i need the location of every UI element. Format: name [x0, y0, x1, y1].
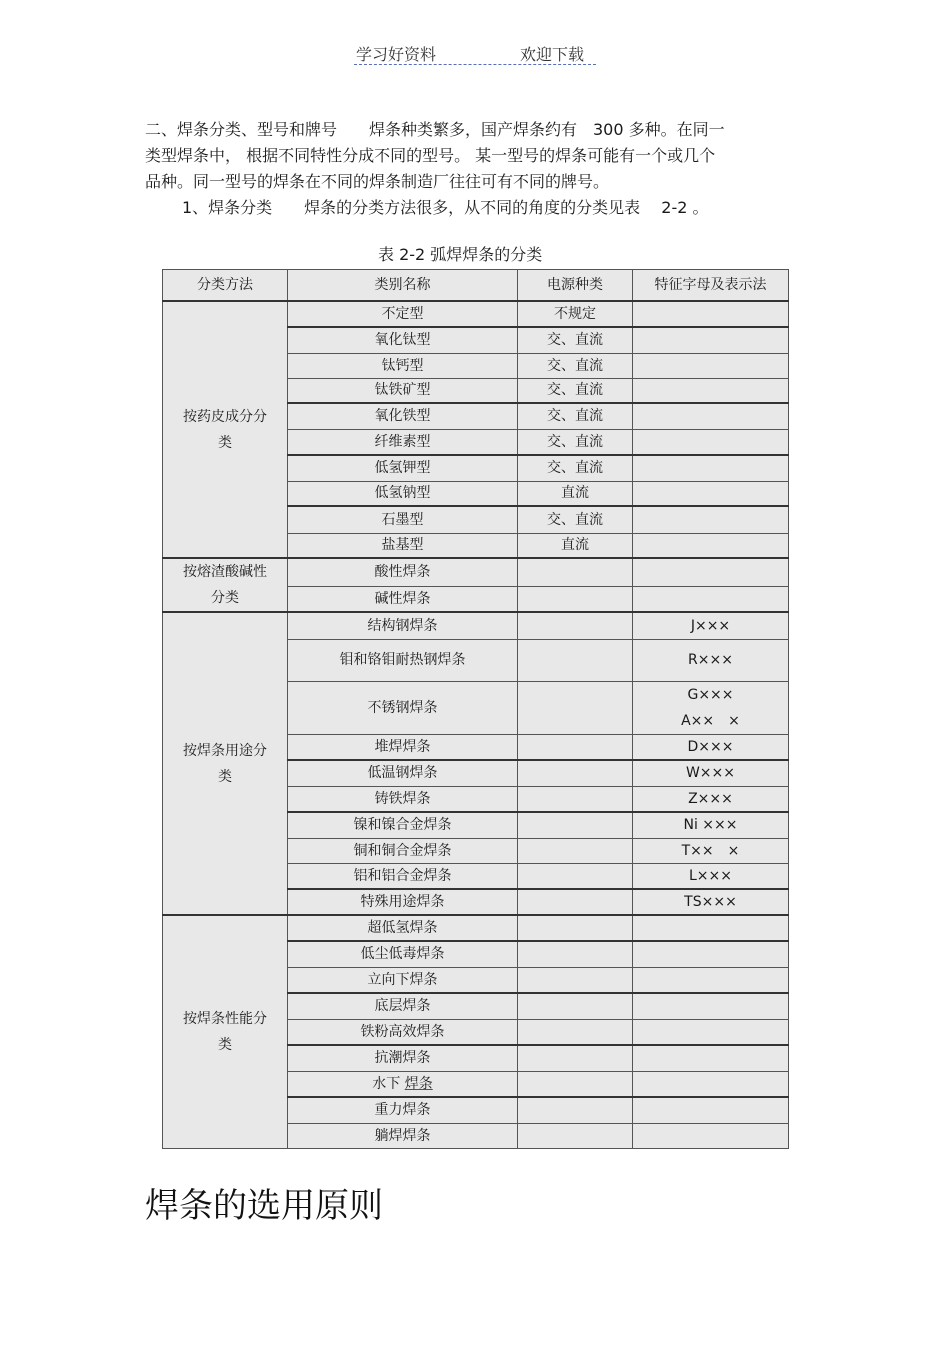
type-name-cell: 酸性焊条 — [288, 558, 518, 586]
type-name-cell: 铜和铜合金焊条 — [288, 838, 518, 863]
type-name-cell: 超低氢焊条 — [288, 915, 518, 941]
code-cell: Ni ××× — [633, 812, 789, 838]
type-name-cell: 结构钢焊条 — [288, 612, 518, 639]
code-cell — [633, 506, 789, 533]
type-name-cell: 铝和铝合金焊条 — [288, 863, 518, 889]
table-row — [163, 301, 789, 327]
power-cell: 直流 — [518, 481, 633, 506]
category-label: 按药皮成分分 — [183, 408, 267, 425]
power-cell: 直流 — [518, 533, 633, 558]
type-name-cell: 铁粉高效焊条 — [288, 1019, 518, 1045]
type-name-cell: 特殊用途焊条 — [288, 889, 518, 915]
type-name-cell: 钛钙型 — [288, 353, 518, 378]
table-header-row — [163, 270, 789, 302]
code-cell: T×× × — [633, 838, 789, 863]
code-cell — [633, 915, 789, 941]
section-heading: 焊条的选用原则 — [145, 1186, 383, 1226]
type-name-cell: 抗潮焊条 — [288, 1045, 518, 1071]
code-cell — [633, 353, 789, 378]
power-cell — [518, 681, 633, 734]
power-cell: 交、直流 — [518, 327, 633, 353]
power-cell — [518, 734, 633, 760]
power-cell — [518, 889, 633, 915]
code-cell — [633, 586, 789, 612]
column-header: 电源种类 — [518, 270, 633, 302]
power-cell: 不规定 — [518, 301, 633, 327]
code-cell — [633, 967, 789, 993]
code-cell — [633, 941, 789, 967]
page-header — [354, 40, 596, 65]
code-cell: J××× — [633, 612, 789, 639]
type-name-cell: 碱性焊条 — [288, 586, 518, 612]
category-cell — [163, 915, 288, 1148]
code-line: A×× × — [681, 712, 740, 729]
code-cell — [633, 1071, 789, 1097]
type-name-cell: 氧化铁型 — [288, 403, 518, 429]
code-cell — [633, 558, 789, 586]
power-cell — [518, 1019, 633, 1045]
type-name-cell: 重力焊条 — [288, 1097, 518, 1123]
column-header: 特征字母及表示法 — [633, 270, 789, 302]
code-cell — [633, 429, 789, 455]
paragraph-line: 二、焊条分类、型号和牌号 焊条种类繁多，国产焊条约有 300 多种。在同一 — [145, 120, 725, 139]
power-cell: 交、直流 — [518, 429, 633, 455]
power-cell — [518, 612, 633, 639]
category-label: 按焊条性能分 — [183, 1010, 267, 1027]
type-name-cell: 底层焊条 — [288, 993, 518, 1019]
power-cell — [518, 1097, 633, 1123]
table-row — [163, 558, 789, 586]
type-name-text: 水下 — [372, 1075, 401, 1092]
power-cell: 交、直流 — [518, 378, 633, 403]
power-cell: 交、直流 — [518, 506, 633, 533]
power-cell — [518, 993, 633, 1019]
table-row — [163, 915, 789, 941]
power-cell — [518, 760, 633, 786]
power-cell — [518, 967, 633, 993]
type-name-cell: 盐基型 — [288, 533, 518, 558]
code-cell — [633, 1097, 789, 1123]
type-name-cell: 低氢钾型 — [288, 455, 518, 481]
code-cell — [633, 1123, 789, 1148]
column-header: 类别名称 — [288, 270, 518, 302]
type-name-cell: 纤维素型 — [288, 429, 518, 455]
type-name-cell — [288, 1071, 518, 1097]
category-cell — [163, 558, 288, 612]
code-cell — [633, 378, 789, 403]
type-name-cell: 氧化钛型 — [288, 327, 518, 353]
type-name-cell: 躺焊焊条 — [288, 1123, 518, 1148]
type-name-cell: 铸铁焊条 — [288, 786, 518, 812]
code-cell: D××× — [633, 734, 789, 760]
code-cell: W××× — [633, 760, 789, 786]
header-left-text: 学习好资料 — [356, 45, 437, 64]
electrode-classification-table — [162, 269, 789, 1149]
category-cell — [163, 612, 288, 915]
code-cell — [633, 403, 789, 429]
power-cell — [518, 786, 633, 812]
power-cell — [518, 863, 633, 889]
power-cell — [518, 586, 633, 612]
power-cell: 交、直流 — [518, 403, 633, 429]
code-cell — [633, 1045, 789, 1071]
type-name-cell: 镍和镍合金焊条 — [288, 812, 518, 838]
code-cell — [633, 533, 789, 558]
power-cell — [518, 1123, 633, 1148]
header-right-text: 欢迎下载 — [520, 45, 585, 64]
paragraph-line: 类型焊条中， 根据不同特性分成不同的型号。 某一型号的焊条可能有一个或几个 — [145, 146, 716, 165]
type-name-cell: 石墨型 — [288, 506, 518, 533]
paragraph-line: 1、焊条分类 焊条的分类方法很多，从不同的角度的分类见表 2-2 。 — [182, 198, 709, 217]
power-cell — [518, 1045, 633, 1071]
type-name-cell: 不定型 — [288, 301, 518, 327]
table-row — [163, 612, 789, 639]
power-cell — [518, 812, 633, 838]
type-name-cell: 低尘低毒焊条 — [288, 941, 518, 967]
type-name-cell: 低氢钠型 — [288, 481, 518, 506]
code-line: G××× — [687, 686, 734, 703]
category-label: 类 — [218, 1036, 232, 1053]
paragraph-line: 品种。同一型号的焊条在不同的焊条制造厂往往可有不同的牌号。 — [145, 172, 610, 191]
type-name-cell: 低温钢焊条 — [288, 760, 518, 786]
type-name-cell: 堆焊焊条 — [288, 734, 518, 760]
power-cell — [518, 838, 633, 863]
type-name-cell: 钛铁矿型 — [288, 378, 518, 403]
code-cell — [633, 481, 789, 506]
power-cell — [518, 941, 633, 967]
code-cell: R××× — [633, 639, 789, 681]
category-label: 按熔渣酸碱性 — [183, 564, 267, 580]
category-label: 分类 — [211, 590, 239, 606]
column-header: 分类方法 — [163, 270, 288, 302]
code-cell: L××× — [633, 863, 789, 889]
code-cell: TS××× — [633, 889, 789, 915]
code-cell — [633, 1019, 789, 1045]
code-cell — [633, 993, 789, 1019]
category-label: 按焊条用途分 — [183, 742, 267, 759]
code-cell — [633, 301, 789, 327]
type-name-cell: 不锈钢焊条 — [288, 681, 518, 734]
code-cell: Z××× — [633, 786, 789, 812]
power-cell: 交、直流 — [518, 353, 633, 378]
category-cell — [163, 301, 288, 558]
underwater-electrode-link[interactable]: 焊条 — [404, 1075, 433, 1092]
code-cell — [633, 455, 789, 481]
category-label: 类 — [218, 768, 232, 785]
power-cell — [518, 1071, 633, 1097]
power-cell: 交、直流 — [518, 455, 633, 481]
power-cell — [518, 639, 633, 681]
code-cell — [633, 681, 789, 734]
power-cell — [518, 558, 633, 586]
type-name-cell: 立向下焊条 — [288, 967, 518, 993]
power-cell — [518, 915, 633, 941]
type-name-cell: 钼和铬钼耐热钢焊条 — [288, 639, 518, 681]
code-cell — [633, 327, 789, 353]
table-caption: 表 2-2 弧焊焊条的分类 — [378, 245, 543, 264]
category-label: 类 — [218, 434, 232, 451]
